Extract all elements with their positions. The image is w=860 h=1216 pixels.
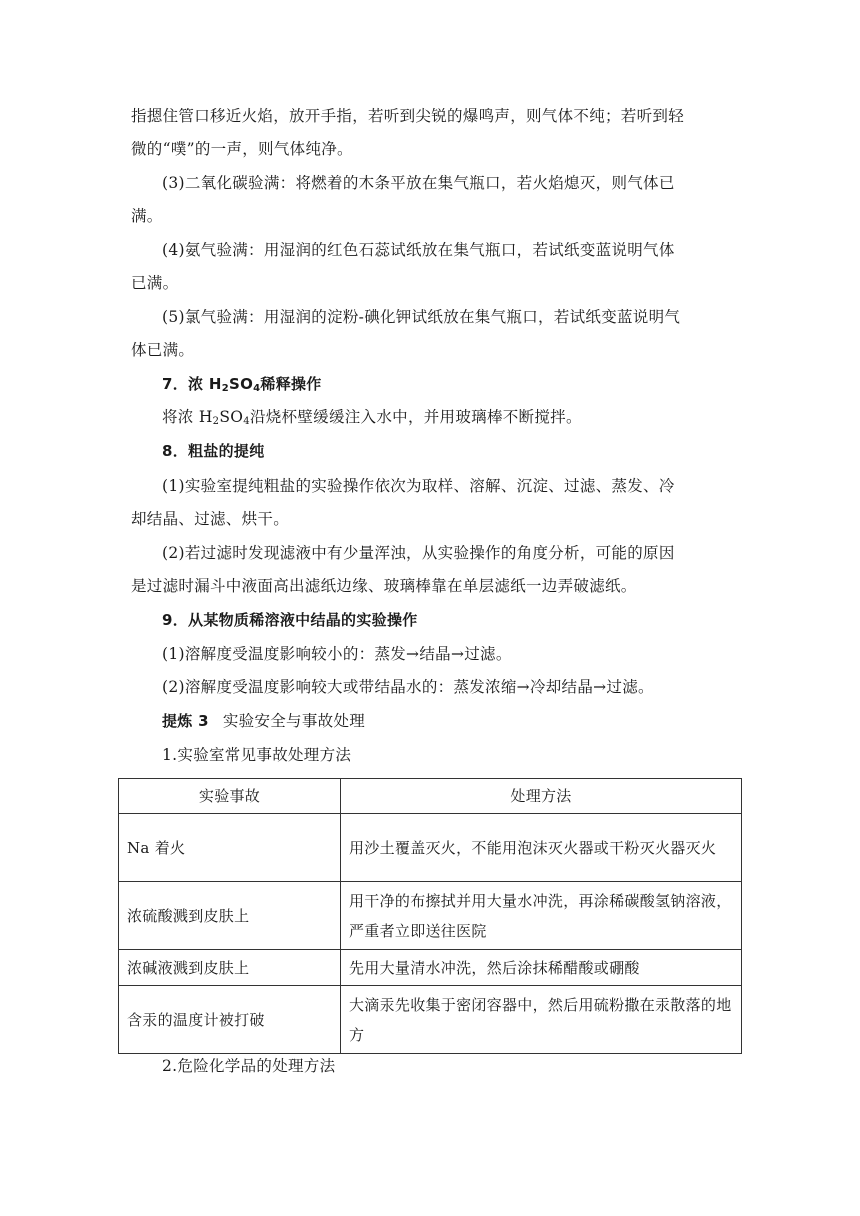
subsection-heading: 提炼 3 实验安全与事故处理 [162,712,366,730]
paragraph-line: (2)溶解度受温度影响较大或带结晶水的：蒸发浓缩→冷却结晶→过滤。 [162,678,654,696]
table-cell-accident: 浓硫酸溅到皮肤上 [119,882,341,950]
paragraph-line: 已满。 [131,274,179,292]
paragraph-line: (1)溶解度受温度影响较小的：蒸发→结晶→过滤。 [162,645,512,663]
table-cell-accident: 浓碱液溅到皮肤上 [119,950,341,986]
section-heading-8: 8．粗盐的提纯 [162,442,265,460]
paragraph-line: 指摁住管口移近火焰，放开手指，若听到尖锐的爆鸣声，则气体不纯；若听到轻 [131,107,685,125]
table-caption: 1.实验室常见事故处理方法 [162,746,352,764]
table-caption: 2.危险化学品的处理方法 [162,1057,336,1075]
section-heading-7: 7．浓 $H_2SO_4$稀释操作 [162,375,322,394]
accident-table [118,778,742,1054]
paragraph-line: 满。 [131,207,163,225]
paragraph-line: (2)若过滤时发现滤液中有少量浑浊，从实验操作的角度分析，可能的原因 [162,544,675,562]
table-cell-method: 大滴汞先收集于密闭容器中，然后用硫粉撒在汞散落的地方 [341,986,742,1054]
table-row [119,950,742,986]
paragraph-line: 是过滤时漏斗中液面高出滤纸边缘、玻璃棒靠在单层滤纸一边弄破滤纸。 [131,577,637,595]
table-cell-method: 用沙土覆盖灭火，不能用泡沫灭火器或干粉灭火器灭火 [341,814,742,882]
table-row [119,986,742,1054]
paragraph-line: (1)实验室提纯粗盐的实验操作依次为取样、溶解、沉淀、过滤、蒸发、冷 [162,477,675,495]
table-cell-accident: 含汞的温度计被打破 [119,986,341,1054]
table-row [119,882,742,950]
paragraph-line: (5)氯气验满：用湿润的淀粉-碘化钾试纸放在集气瓶口，若试纸变蓝说明气 [162,308,681,326]
table-header-cell: 实验事故 [119,779,341,814]
table-cell-method: 先用大量清水冲洗，然后涂抹稀醋酸或硼酸 [341,950,742,986]
paragraph-line: (3)二氧化碳验满：将燃着的木条平放在集气瓶口，若火焰熄灭，则气体已 [162,174,675,192]
section-heading-9: 9．从某物质稀溶液中结晶的实验操作 [162,611,418,629]
paragraph-line: 体已满。 [131,341,195,359]
paragraph-line: 将浓 $H_2SO_4$沿烧杯壁缓缓注入水中，并用玻璃棒不断搅拌。 [162,408,582,427]
paragraph-line: (4)氨气验满：用湿润的红色石蕊试纸放在集气瓶口，若试纸变蓝说明气体 [162,241,675,259]
table-cell-method: 用干净的布擦拭并用大量水冲洗，再涂稀碳酸氢钠溶液，严重者立即送往医院 [341,882,742,950]
paragraph-line: 却结晶、过滤、烘干。 [131,510,290,528]
table-header-row [119,779,742,814]
paragraph-line: 微的“噗”的一声，则气体纯净。 [131,140,353,158]
table-header-cell: 处理方法 [341,779,742,814]
table-cell-accident: Na 着火 [119,814,341,882]
table-row [119,814,742,882]
